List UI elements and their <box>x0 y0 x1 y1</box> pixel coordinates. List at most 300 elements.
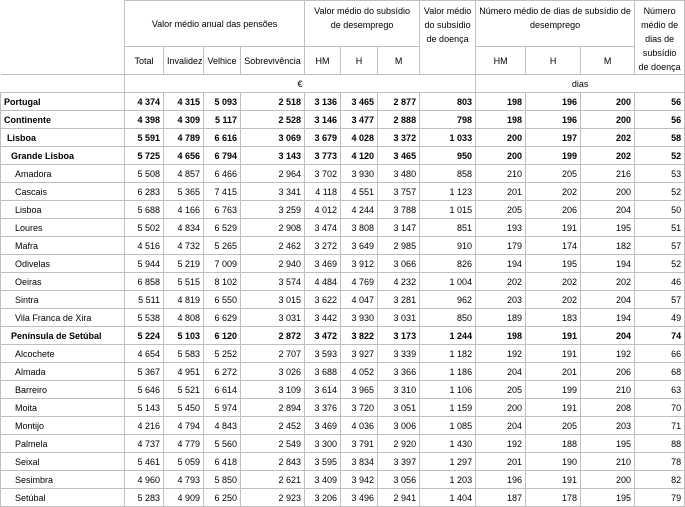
table-cell: 1 297 <box>420 453 476 471</box>
table-cell: 210 <box>581 381 635 399</box>
table-cell: 198 <box>476 93 526 111</box>
table-cell: 3 788 <box>378 201 420 219</box>
table-cell: 195 <box>526 255 581 273</box>
row-label: Continente <box>1 111 125 129</box>
table-cell: 189 <box>476 309 526 327</box>
table-cell: 56 <box>635 111 685 129</box>
table-cell: 6 250 <box>204 489 241 507</box>
table-cell: 3 593 <box>305 345 341 363</box>
table-cell: 3 574 <box>241 273 305 291</box>
table-row <box>1 111 685 129</box>
table-cell: 1 015 <box>420 201 476 219</box>
table-cell: 851 <box>420 219 476 237</box>
table-cell: 2 985 <box>378 237 420 255</box>
table-cell: 205 <box>526 165 581 183</box>
table-cell: 2 528 <box>241 111 305 129</box>
table-cell: 4 656 <box>164 147 204 165</box>
table-cell: 63 <box>635 381 685 399</box>
table-cell: 68 <box>635 363 685 381</box>
table-cell: 49 <box>635 309 685 327</box>
row-label: Almada <box>1 363 125 381</box>
table-cell: 4 732 <box>164 237 204 255</box>
header-doenca: Valor médio do subsídio de doença <box>420 1 476 75</box>
table-cell: 3 259 <box>241 201 305 219</box>
table-cell: 6 529 <box>204 219 241 237</box>
table-cell: 6 418 <box>204 453 241 471</box>
table-cell: 204 <box>581 201 635 219</box>
table-cell: 3 930 <box>341 165 378 183</box>
table-cell: 66 <box>635 345 685 363</box>
table-cell: 2 920 <box>378 435 420 453</box>
table-cell: 3 031 <box>378 309 420 327</box>
table-cell: 200 <box>581 93 635 111</box>
table-cell: 1 004 <box>420 273 476 291</box>
row-label: Setúbal <box>1 489 125 507</box>
unit-corner-cell <box>1 75 125 93</box>
table-cell: 199 <box>526 381 581 399</box>
table-cell: 3 808 <box>341 219 378 237</box>
row-label: Sintra <box>1 291 125 309</box>
table-cell: 5 059 <box>164 453 204 471</box>
table-cell: 1 123 <box>420 183 476 201</box>
table-cell: 950 <box>420 147 476 165</box>
table-cell: 2 877 <box>378 93 420 111</box>
table-row <box>1 129 685 147</box>
table-cell: 3 927 <box>341 345 378 363</box>
table-cell: 5 283 <box>125 489 164 507</box>
table-cell: 194 <box>581 309 635 327</box>
table-cell: 200 <box>476 399 526 417</box>
table-row <box>1 417 685 435</box>
table-cell: 2 941 <box>378 489 420 507</box>
table-cell: 3 465 <box>341 93 378 111</box>
table-cell: 4 769 <box>341 273 378 291</box>
table-cell: 4 047 <box>341 291 378 309</box>
table-cell: 4 398 <box>125 111 164 129</box>
table-cell: 6 794 <box>204 147 241 165</box>
table-cell: 7 009 <box>204 255 241 273</box>
table-cell: 2 621 <box>241 471 305 489</box>
table-cell: 6 629 <box>204 309 241 327</box>
table-cell: 192 <box>581 345 635 363</box>
table-row <box>1 381 685 399</box>
table-cell: 3 469 <box>305 255 341 273</box>
table-cell: 4 244 <box>341 201 378 219</box>
table-cell: 192 <box>476 435 526 453</box>
table-cell: 204 <box>476 363 526 381</box>
table-cell: 202 <box>581 273 635 291</box>
row-label: Loures <box>1 219 125 237</box>
table-row <box>1 345 685 363</box>
table-cell: 50 <box>635 201 685 219</box>
table-cell: 203 <box>581 417 635 435</box>
table-cell: 2 872 <box>241 327 305 345</box>
table-cell: 2 452 <box>241 417 305 435</box>
table-cell: 4 012 <box>305 201 341 219</box>
table-cell: 3 614 <box>305 381 341 399</box>
row-label: Oeiras <box>1 273 125 291</box>
table-cell: 4 819 <box>164 291 204 309</box>
table-cell: 5 974 <box>204 399 241 417</box>
table-cell: 4 036 <box>341 417 378 435</box>
table-cell: 200 <box>581 183 635 201</box>
table-cell: 204 <box>581 291 635 309</box>
table-cell: 5 646 <box>125 381 164 399</box>
table-row <box>1 291 685 309</box>
table-cell: 2 894 <box>241 399 305 417</box>
table-cell: 191 <box>526 327 581 345</box>
table-cell: 1 404 <box>420 489 476 507</box>
table-cell: 52 <box>635 255 685 273</box>
table-row <box>1 201 685 219</box>
table-cell: 3 143 <box>241 147 305 165</box>
table-cell: 206 <box>526 201 581 219</box>
table-cell: 196 <box>476 471 526 489</box>
table-cell: 6 283 <box>125 183 164 201</box>
table-cell: 196 <box>526 93 581 111</box>
table-cell: 5 591 <box>125 129 164 147</box>
table-cell: 3 339 <box>378 345 420 363</box>
subheader-desemprego-hm: HM <box>305 47 341 75</box>
table-cell: 3 397 <box>378 453 420 471</box>
table-cell: 4 309 <box>164 111 204 129</box>
row-label: Moita <box>1 399 125 417</box>
table-cell: 4 315 <box>164 93 204 111</box>
table-cell: 2 462 <box>241 237 305 255</box>
table-cell: 2 923 <box>241 489 305 507</box>
table-cell: 202 <box>476 273 526 291</box>
table-cell: 5 521 <box>164 381 204 399</box>
table-cell: 3 372 <box>378 129 420 147</box>
table-cell: 4 909 <box>164 489 204 507</box>
table-cell: 6 763 <box>204 201 241 219</box>
table-cell: 188 <box>526 435 581 453</box>
table-cell: 3 679 <box>305 129 341 147</box>
table-cell: 6 550 <box>204 291 241 309</box>
table-cell: 205 <box>526 417 581 435</box>
table-cell: 195 <box>581 489 635 507</box>
table-cell: 194 <box>476 255 526 273</box>
table-cell: 962 <box>420 291 476 309</box>
table-cell: 203 <box>476 291 526 309</box>
table-cell: 4 216 <box>125 417 164 435</box>
table-cell: 3 469 <box>305 417 341 435</box>
table-cell: 6 272 <box>204 363 241 381</box>
table-cell: 4 779 <box>164 435 204 453</box>
table-cell: 4 118 <box>305 183 341 201</box>
subheader-dias-hm: HM <box>476 47 526 75</box>
table-cell: 6 120 <box>204 327 241 345</box>
table-cell: 1 085 <box>420 417 476 435</box>
table-cell: 3 834 <box>341 453 378 471</box>
header-pensoes: Valor médio anual das pensões <box>125 1 305 47</box>
table-body <box>1 93 685 507</box>
table-cell: 3 026 <box>241 363 305 381</box>
table-cell: 2 888 <box>378 111 420 129</box>
table-cell: 5 450 <box>164 399 204 417</box>
unit-dias: dias <box>476 75 685 93</box>
table-cell: 5 117 <box>204 111 241 129</box>
table-cell: 5 502 <box>125 219 164 237</box>
table-row <box>1 489 685 507</box>
table-cell: 3 147 <box>378 219 420 237</box>
table-cell: 202 <box>526 291 581 309</box>
table-cell: 5 367 <box>125 363 164 381</box>
table-cell: 3 822 <box>341 327 378 345</box>
table-cell: 850 <box>420 309 476 327</box>
table-cell: 5 725 <box>125 147 164 165</box>
table-cell: 3 300 <box>305 435 341 453</box>
table-cell: 3 649 <box>341 237 378 255</box>
row-label: Grande Lisboa <box>1 147 125 165</box>
table-cell: 3 146 <box>305 111 341 129</box>
table-cell: 201 <box>526 363 581 381</box>
table-cell: 3 773 <box>305 147 341 165</box>
table-cell: 3 791 <box>341 435 378 453</box>
table-cell: 2 908 <box>241 219 305 237</box>
table-cell: 5 265 <box>204 237 241 255</box>
table-cell: 3 702 <box>305 165 341 183</box>
table-cell: 179 <box>476 237 526 255</box>
table-row <box>1 363 685 381</box>
table-cell: 204 <box>476 417 526 435</box>
table-cell: 6 466 <box>204 165 241 183</box>
table-cell: 5 583 <box>164 345 204 363</box>
row-label: Seixal <box>1 453 125 471</box>
table-cell: 5 944 <box>125 255 164 273</box>
table-cell: 3 688 <box>305 363 341 381</box>
table-cell: 1 159 <box>420 399 476 417</box>
table-cell: 5 252 <box>204 345 241 363</box>
table-row <box>1 309 685 327</box>
table-cell: 3 136 <box>305 93 341 111</box>
subheader-dias-m: M <box>581 47 635 75</box>
row-label: Península de Setúbal <box>1 327 125 345</box>
subheader-total: Total <box>125 47 164 75</box>
table-cell: 210 <box>476 165 526 183</box>
table-cell: 174 <box>526 237 581 255</box>
table-cell: 201 <box>476 183 526 201</box>
table-cell: 5 538 <box>125 309 164 327</box>
table-cell: 3 031 <box>241 309 305 327</box>
table-cell: 3 720 <box>341 399 378 417</box>
table-cell: 3 272 <box>305 237 341 255</box>
table-cell: 3 310 <box>378 381 420 399</box>
row-label: Lisboa <box>1 201 125 219</box>
table-cell: 826 <box>420 255 476 273</box>
table-cell: 201 <box>476 453 526 471</box>
table-cell: 3 474 <box>305 219 341 237</box>
table-cell: 3 409 <box>305 471 341 489</box>
table-cell: 4 516 <box>125 237 164 255</box>
table-row <box>1 399 685 417</box>
table-cell: 202 <box>581 129 635 147</box>
table-cell: 71 <box>635 417 685 435</box>
table-cell: 206 <box>581 363 635 381</box>
table-cell: 200 <box>581 111 635 129</box>
table-cell: 70 <box>635 399 685 417</box>
table-cell: 196 <box>526 111 581 129</box>
table-cell: 2 843 <box>241 453 305 471</box>
table-cell: 187 <box>476 489 526 507</box>
table-cell: 204 <box>581 327 635 345</box>
subheader-desemprego-m: M <box>378 47 420 75</box>
table-cell: 910 <box>420 237 476 255</box>
unit-euro: € <box>125 75 476 93</box>
subheader-desemprego-h: H <box>341 47 378 75</box>
table-cell: 3 366 <box>378 363 420 381</box>
table-cell: 191 <box>526 471 581 489</box>
table-cell: 200 <box>476 129 526 147</box>
table-cell: 199 <box>526 147 581 165</box>
row-label: Mafra <box>1 237 125 255</box>
table-cell: 1 182 <box>420 345 476 363</box>
table-cell: 3 472 <box>305 327 341 345</box>
table-cell: 4 793 <box>164 471 204 489</box>
table-cell: 3 173 <box>378 327 420 345</box>
table-cell: 210 <box>581 453 635 471</box>
table-cell: 3 480 <box>378 165 420 183</box>
table-cell: 79 <box>635 489 685 507</box>
table-row <box>1 165 685 183</box>
table-cell: 57 <box>635 237 685 255</box>
table-cell: 5 103 <box>164 327 204 345</box>
table-cell: 56 <box>635 93 685 111</box>
table-cell: 6 614 <box>204 381 241 399</box>
table-cell: 198 <box>476 327 526 345</box>
table-cell: 3 056 <box>378 471 420 489</box>
table-cell: 2 707 <box>241 345 305 363</box>
table-cell: 5 515 <box>164 273 204 291</box>
table-cell: 798 <box>420 111 476 129</box>
table-cell: 5 224 <box>125 327 164 345</box>
table-cell: 5 461 <box>125 453 164 471</box>
table-cell: 4 960 <box>125 471 164 489</box>
table-row <box>1 219 685 237</box>
table-cell: 3 442 <box>305 309 341 327</box>
row-label: Montijo <box>1 417 125 435</box>
table-row <box>1 471 685 489</box>
table-cell: 202 <box>526 273 581 291</box>
table-cell: 3 496 <box>341 489 378 507</box>
table-cell: 1 203 <box>420 471 476 489</box>
table-cell: 46 <box>635 273 685 291</box>
row-label: Odivelas <box>1 255 125 273</box>
corner-cell <box>1 1 125 75</box>
row-label: Sesimbra <box>1 471 125 489</box>
table-row <box>1 273 685 291</box>
table-cell: 5 560 <box>204 435 241 453</box>
table-cell: 2 964 <box>241 165 305 183</box>
table-cell: 3 477 <box>341 111 378 129</box>
table-cell: 3 376 <box>305 399 341 417</box>
table-row <box>1 93 685 111</box>
table-cell: 88 <box>635 435 685 453</box>
table-cell: 858 <box>420 165 476 183</box>
table-cell: 4 834 <box>164 219 204 237</box>
table-cell: 195 <box>581 435 635 453</box>
row-label: Alcochete <box>1 345 125 363</box>
table-cell: 195 <box>581 219 635 237</box>
table-cell: 5 143 <box>125 399 164 417</box>
table-row <box>1 435 685 453</box>
table-cell: 4 857 <box>164 165 204 183</box>
table-cell: 5 219 <box>164 255 204 273</box>
table-cell: 191 <box>526 345 581 363</box>
table-cell: 58 <box>635 129 685 147</box>
table-cell: 3 281 <box>378 291 420 309</box>
table-cell: 3 757 <box>378 183 420 201</box>
table-cell: 3 942 <box>341 471 378 489</box>
table-cell: 192 <box>476 345 526 363</box>
table-cell: 57 <box>635 291 685 309</box>
table-cell: 205 <box>476 381 526 399</box>
table-cell: 7 415 <box>204 183 241 201</box>
table-cell: 78 <box>635 453 685 471</box>
table-cell: 3 051 <box>378 399 420 417</box>
table-cell: 3 341 <box>241 183 305 201</box>
table-cell: 4 654 <box>125 345 164 363</box>
table-cell: 1 186 <box>420 363 476 381</box>
table-cell: 4 484 <box>305 273 341 291</box>
table-cell: 5 365 <box>164 183 204 201</box>
table-cell: 183 <box>526 309 581 327</box>
table-cell: 5 688 <box>125 201 164 219</box>
subheader-sobrevivencia: Sobrevivência <box>241 47 305 75</box>
table-cell: 3 109 <box>241 381 305 399</box>
table-cell: 4 028 <box>341 129 378 147</box>
table-cell: 52 <box>635 183 685 201</box>
table-cell: 4 794 <box>164 417 204 435</box>
table-cell: 198 <box>476 111 526 129</box>
table-cell: 4 166 <box>164 201 204 219</box>
row-label: Lisboa <box>1 129 125 147</box>
table-cell: 803 <box>420 93 476 111</box>
table-cell: 82 <box>635 471 685 489</box>
table-cell: 5 511 <box>125 291 164 309</box>
table-cell: 4 232 <box>378 273 420 291</box>
table-cell: 3 930 <box>341 309 378 327</box>
table-cell: 205 <box>476 201 526 219</box>
table-cell: 2 518 <box>241 93 305 111</box>
table-cell: 2 549 <box>241 435 305 453</box>
row-label: Palmela <box>1 435 125 453</box>
table-cell: 1 430 <box>420 435 476 453</box>
subheader-velhice: Velhice <box>204 47 241 75</box>
table-cell: 1 106 <box>420 381 476 399</box>
table-cell: 1 033 <box>420 129 476 147</box>
header-dias-desemprego: Número médio de dias de subsídio de desemprego <box>476 1 635 47</box>
table-cell: 74 <box>635 327 685 345</box>
table-cell: 5 508 <box>125 165 164 183</box>
row-label: Portugal <box>1 93 125 111</box>
table-cell: 3 965 <box>341 381 378 399</box>
subheader-dias-h: H <box>526 47 581 75</box>
row-label: Vila Franca de Xira <box>1 309 125 327</box>
table-cell: 4 374 <box>125 93 164 111</box>
table-cell: 5 093 <box>204 93 241 111</box>
table-cell: 2 940 <box>241 255 305 273</box>
table-cell: 4 789 <box>164 129 204 147</box>
table-cell: 5 850 <box>204 471 241 489</box>
table-row <box>1 147 685 165</box>
table-cell: 3 595 <box>305 453 341 471</box>
table-cell: 4 737 <box>125 435 164 453</box>
table-cell: 3 006 <box>378 417 420 435</box>
table-row <box>1 255 685 273</box>
row-label: Barreiro <box>1 381 125 399</box>
table-cell: 190 <box>526 453 581 471</box>
